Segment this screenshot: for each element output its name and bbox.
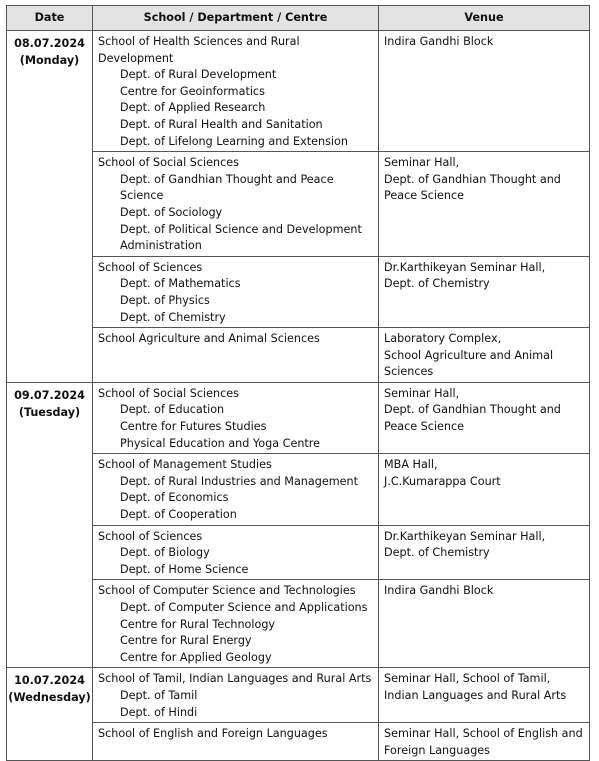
day-text: (Wednesday) — [8, 691, 91, 705]
day-text: (Monday) — [19, 54, 80, 67]
school-cell — [93, 382, 379, 453]
table-row — [7, 31, 590, 152]
school-cell — [93, 580, 379, 668]
venue-text: Seminar Hall, — [384, 386, 460, 400]
date-cell — [7, 31, 93, 383]
school-cell — [93, 256, 379, 327]
venue-text: Indira Gandhi Block — [384, 35, 494, 48]
venue-text: Seminar Hall, School of English and Foreign Languages — [384, 727, 583, 757]
school-cell — [93, 31, 379, 152]
venue-text: Dept. of Gandhian Thought and Peace Science — [384, 403, 561, 434]
department-name: Centre for Applied Geology — [120, 650, 272, 664]
date-text: 09.07.2024 — [14, 388, 85, 402]
department-name: Dept. of Rural Industries and Management — [120, 474, 358, 488]
venue-text: Dr.Karthikeyan Seminar Hall, — [384, 529, 546, 543]
department-name: Dept. of Physics — [120, 293, 210, 307]
department-name: Dept. of Economics — [120, 491, 229, 505]
venue-text: Seminar Hall, School of Tamil, Indian Languages and Rural Arts — [384, 672, 567, 702]
school-name: School of Sciences — [98, 260, 203, 274]
school-name: School of Social Sciences — [98, 156, 239, 170]
venue-text: Dept. of Chemistry — [384, 277, 490, 291]
venue-text: School Agriculture and Animal Sciences — [384, 348, 554, 379]
school-name: School of Tamil, Indian Languages and Rural Arts — [98, 672, 372, 686]
department-name: Dept. of Mathematics — [120, 277, 241, 291]
table-row — [7, 328, 590, 383]
date-text: 10.07.2024 — [14, 674, 85, 688]
table-row — [7, 256, 590, 327]
date-text: 08.07.2024 — [14, 37, 85, 50]
department-name: Centre for Geoinformatics — [120, 84, 265, 98]
school-name: School Agriculture and Animal Sciences — [98, 332, 320, 346]
school-name: School of Computer Science and Technologies — [98, 584, 356, 598]
venue-text: Dept. of Chemistry — [384, 546, 490, 560]
school-cell — [93, 152, 379, 257]
table-row — [7, 580, 590, 668]
venue-cell — [379, 328, 590, 383]
venue-cell — [379, 580, 590, 668]
table-row — [7, 668, 590, 723]
school-name: School of Social Sciences — [98, 386, 239, 400]
department-name: Dept. of Rural Health and Sanitation — [120, 117, 323, 131]
venue-text: J.C.Kumarappa Court — [384, 474, 501, 488]
department-name: Dept. of Biology — [120, 546, 210, 560]
department-name: Dept. of Tamil — [120, 688, 198, 702]
venue-text: Indira Gandhi Block — [384, 584, 494, 598]
date-cell — [7, 382, 93, 668]
department-name: Dept. of Applied Research — [120, 101, 266, 115]
table-row — [7, 382, 590, 453]
school-cell — [93, 525, 379, 580]
school-cell — [93, 454, 379, 525]
venue-cell — [379, 256, 590, 327]
department-name: Dept. of Cooperation — [120, 508, 237, 522]
header-school: School / Department / Centre — [93, 6, 379, 31]
department-name: Dept. of Gandhian Thought and Peace Science — [120, 172, 334, 203]
venue-cell — [379, 668, 590, 723]
school-name: School of Sciences — [98, 529, 203, 543]
day-text: (Tuesday) — [18, 405, 81, 419]
table-row — [7, 723, 590, 761]
venue-cell — [379, 525, 590, 580]
department-name: Dept. of Lifelong Learning and Extension — [120, 134, 348, 148]
venue-text: Seminar Hall, — [384, 156, 460, 170]
header-date: Date — [7, 6, 93, 31]
department-name: Dept. of Education — [120, 403, 225, 417]
department-name: Dept. of Sociology — [120, 205, 223, 219]
venue-text: MBA Hall, — [384, 458, 438, 472]
department-name: Dept. of Political Science and Development Administration — [120, 222, 362, 253]
table-row — [7, 454, 590, 525]
school-name: School of English and Foreign Languages — [98, 727, 328, 741]
header-venue: Venue — [379, 6, 590, 31]
header-row — [7, 6, 590, 31]
venue-text: Dr.Karthikeyan Seminar Hall, — [384, 260, 546, 274]
venue-cell — [379, 454, 590, 525]
table-row — [7, 525, 590, 580]
school-cell — [93, 328, 379, 383]
department-name: Centre for Rural Technology — [120, 617, 276, 631]
school-name: School of Management Studies — [98, 458, 272, 472]
school-cell — [93, 723, 379, 761]
department-name: Centre for Rural Energy — [120, 634, 252, 648]
venue-cell — [379, 382, 590, 453]
department-name: Physical Education and Yoga Centre — [120, 436, 321, 450]
venue-cell — [379, 152, 590, 257]
schedule-table — [6, 5, 590, 761]
school-name: School of Health Sciences and Rural Development — [98, 35, 300, 65]
venue-text: Dept. of Gandhian Thought and Peace Science — [384, 172, 561, 203]
schedule-body — [7, 31, 590, 761]
date-cell — [7, 668, 93, 761]
school-cell — [93, 668, 379, 723]
department-name: Dept. of Chemistry — [120, 310, 226, 324]
department-name: Dept. of Rural Development — [120, 68, 277, 82]
table-row — [7, 152, 590, 257]
department-name: Dept. of Hindi — [120, 705, 198, 719]
department-name: Centre for Futures Studies — [120, 420, 267, 434]
department-name: Dept. of Computer Science and Applications — [120, 601, 368, 614]
venue-cell — [379, 723, 590, 761]
department-name: Dept. of Home Science — [120, 562, 249, 576]
venue-text: Laboratory Complex, — [384, 332, 502, 346]
venue-cell — [379, 31, 590, 152]
